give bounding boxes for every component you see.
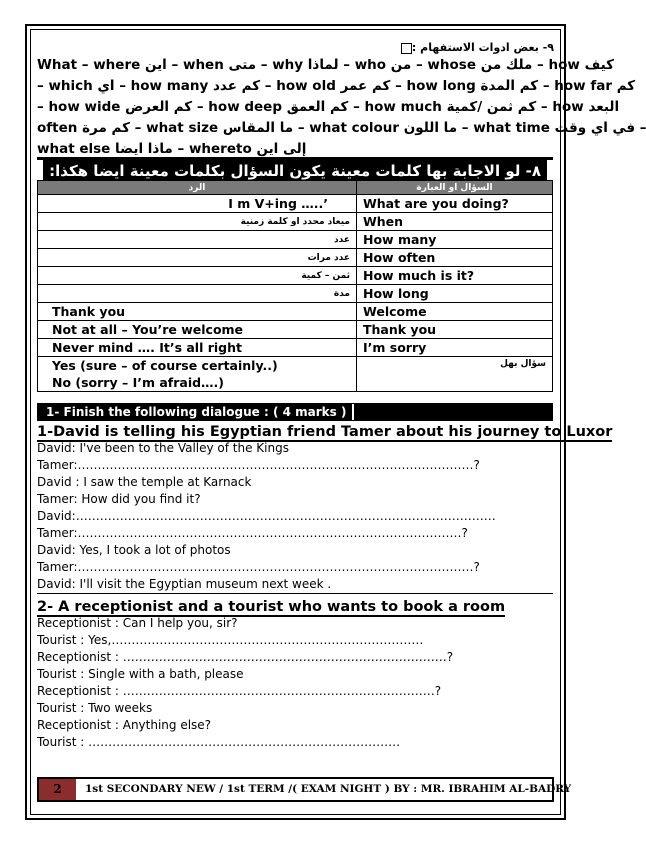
question-cell: When — [357, 213, 553, 231]
table-row — [38, 357, 553, 392]
interrogatives-line: often كم مرة – what size ما المقاس – what colour ما اللون – what time في اي وقت – — [37, 120, 646, 136]
table-row — [38, 303, 553, 321]
dialogue-line: Receptionist : Can I help you, sir? — [37, 616, 238, 630]
table-header-row — [38, 181, 553, 195]
answer-cell: Not at all – You’re welcome — [38, 321, 357, 339]
question-cell: How long — [357, 285, 553, 303]
dialogue1-heading-text: 1-David is telling his Egyptian friend Tamer about his journey to Luxor — [37, 424, 613, 440]
answer-line: Yes (sure – of course certainly..) — [52, 358, 278, 373]
answer-line: No (sorry – I’m afraid….) — [52, 375, 225, 390]
dialogue-line: Receptionist : ………………………………………………………………………? — [37, 650, 454, 664]
exercise-label: 1- Finish the following dialogue : ( 4 marks ) — [40, 404, 354, 420]
dialogue-line: David: I'll visit the Egyptian museum next week . — [37, 577, 332, 591]
answer-cell: ميعاد محدد او كلمة زمنية — [38, 213, 357, 231]
dialogue-line: Tamer: How did you find it? — [37, 492, 201, 506]
interrogatives-heading-text: ٩- بعض ادوات الاستفهام : — [411, 41, 554, 54]
table-row — [38, 231, 553, 249]
table-row — [38, 195, 553, 213]
interrogatives-line: – how wide كم العرض – how deep كم العمق – how much كم ثمن /كمية – how البعد — [37, 99, 620, 115]
checkbox-icon — [401, 43, 412, 54]
dialogue-line: Tamer:………………………………………………………………………………………? — [37, 458, 480, 472]
dialogue-line: Tourist : Single with a bath, please — [37, 667, 244, 681]
divider — [37, 593, 553, 594]
question-cell: How many — [357, 231, 553, 249]
dialogue2-heading — [37, 596, 505, 615]
dialogue1-heading — [37, 421, 612, 440]
answer-cell: عدد — [38, 231, 357, 249]
interrogatives-line: – which اي – how many كم عدد – how old كم عمر – how long كم المدة – how far كم — [37, 78, 636, 94]
response-table — [37, 180, 553, 392]
question-cell: سؤال بهل — [357, 357, 553, 392]
header-question: السؤال او العبارة — [357, 181, 553, 195]
answer-cell: Thank you — [38, 303, 357, 321]
interrogatives-line: What – where اين – when متى – why لماذا – who من – whose ملك من – how كيف — [37, 57, 615, 73]
answer-cell: عدد مرات — [38, 249, 357, 267]
page-footer — [37, 777, 572, 802]
section8-title: ٨- لو الاجابة بها كلمات معينة يكون السؤال بكلمات معينة ايضا هكذا: — [43, 160, 547, 182]
question-cell: What are you doing? — [357, 195, 553, 213]
question-cell: Welcome — [357, 303, 553, 321]
question-cell: Thank you — [357, 321, 553, 339]
table-row — [38, 285, 553, 303]
dialogue-line: Tamer:……………………………………………………………………………………? — [37, 526, 468, 540]
dialogue-line: David : I saw the temple at Karnack — [37, 475, 252, 489]
dialogue-line: David: I've been to the Valley of the Kings — [37, 441, 289, 455]
question-cell: I’m sorry — [357, 339, 553, 357]
question-cell: How often — [357, 249, 553, 267]
footer-text: 1st SECONDARY NEW / 1st TERM /( EXAM NIGHT ) BY : MR. IBRAHIM AL-BADRY — [85, 783, 572, 795]
answer-cell: ثمن – كمية — [38, 267, 357, 285]
interrogatives-line: what else ماذا ايضا – whereto إلى اين — [37, 141, 307, 157]
dialogue-line: Tourist : Yes,…………………………………………………………………… — [37, 633, 424, 647]
answer-cell — [38, 357, 357, 392]
interrogatives-heading — [37, 40, 554, 55]
answer-cell: مدة — [38, 285, 357, 303]
table-row — [38, 213, 553, 231]
dialogue2-heading-text: 2- A receptionist and a tourist who wants to book a room — [37, 599, 506, 615]
table-row — [38, 339, 553, 357]
answer-cell: Never mind …. It’s all right — [38, 339, 357, 357]
dialogue-line: Tourist : …………………………………………………………………… — [37, 735, 401, 749]
dialogue-line: Receptionist : Anything else? — [37, 718, 212, 732]
dialogue-line: Tamer:………………………………………………………………………………………? — [37, 560, 480, 574]
dialogue-line: David:…………………………………………………………………………………………… — [37, 509, 496, 523]
dialogue-line: Receptionist : ……………………………………………………………………? — [37, 684, 442, 698]
answer-cell: I m V+ing …..’ — [38, 195, 357, 213]
dialogue-line: David: Yes, I took a lot of photos — [37, 543, 231, 557]
table-row — [38, 249, 553, 267]
table-row — [38, 267, 553, 285]
header-answer: الرد — [38, 181, 357, 195]
table-row — [38, 321, 553, 339]
page-number: 2 — [39, 779, 76, 800]
interrogatives-block — [37, 40, 646, 160]
dialogue-line: Tourist : Two weeks — [37, 701, 153, 715]
question-cell: How much is it? — [357, 267, 553, 285]
